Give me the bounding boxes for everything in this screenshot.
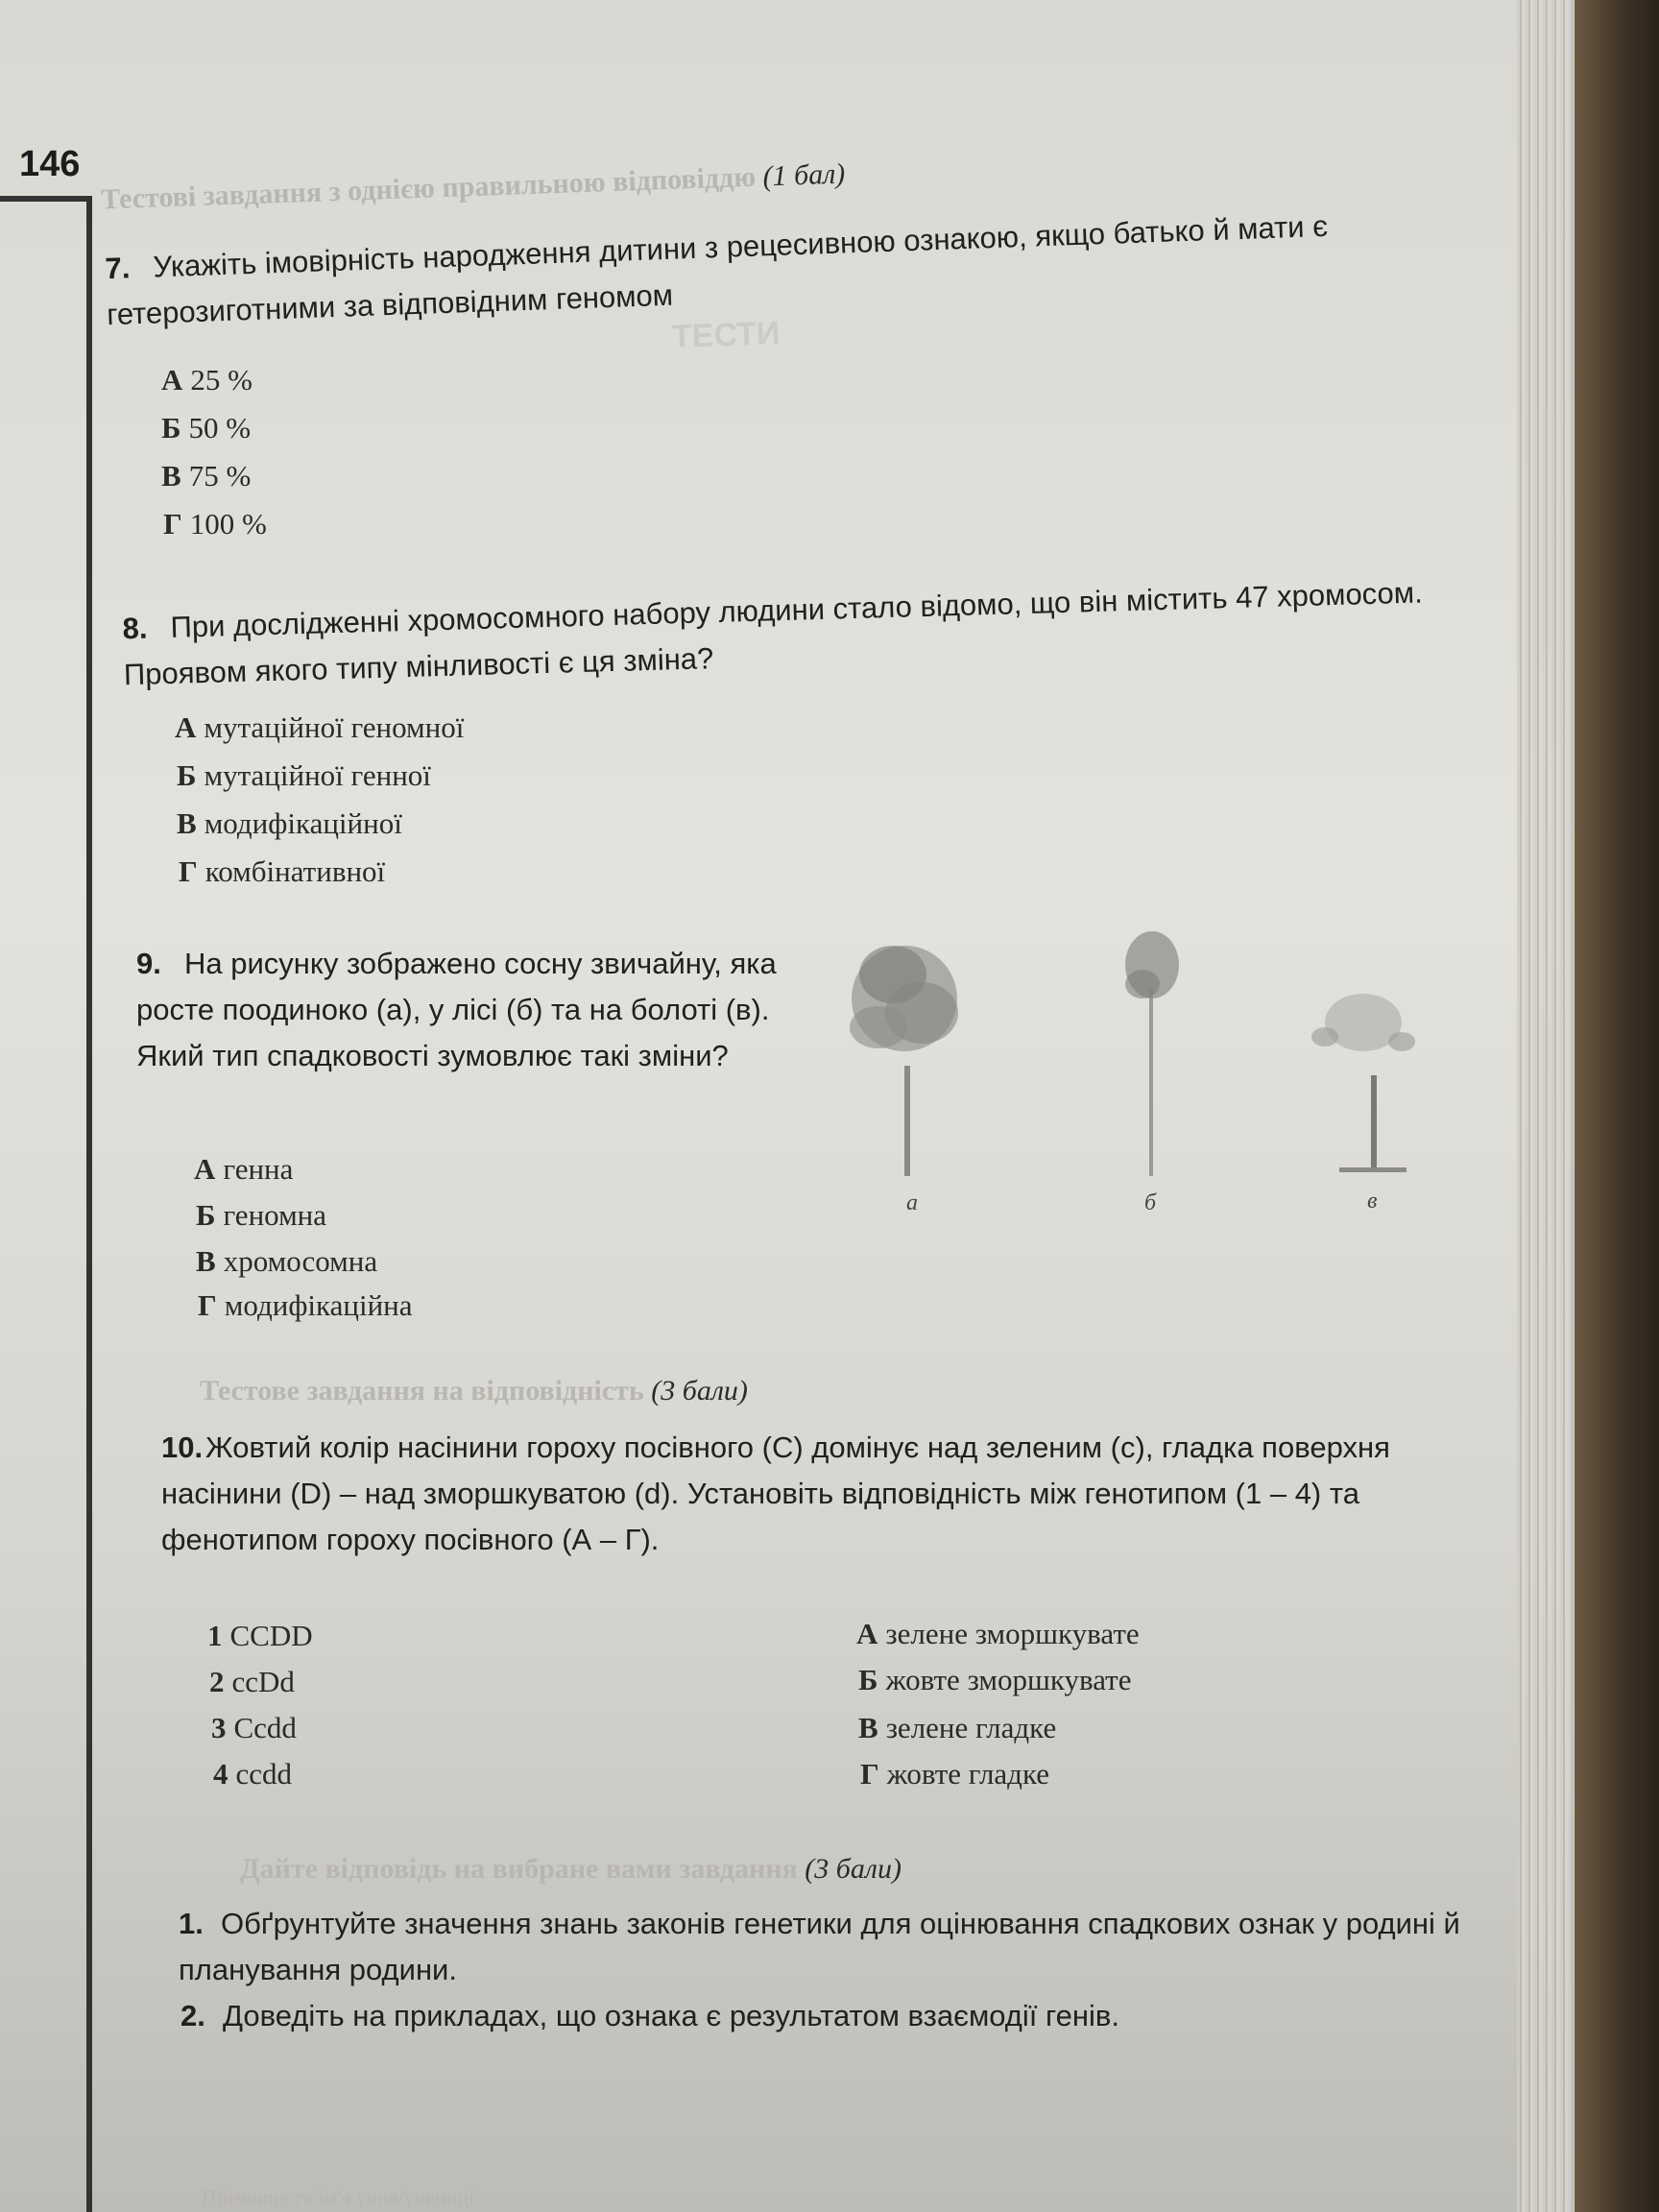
open-task-2	[180, 1993, 1467, 2039]
section-points: (3 бали)	[651, 1375, 748, 1407]
q10-genotype-4	[213, 1757, 292, 1791]
question-number: 7.	[104, 251, 132, 286]
question-text: Укажіть імовірність народження дитини з рецесивною ознакою, якщо батько й мати є гетерозиготними за відповідним геномом	[106, 208, 1329, 332]
q9-option-d[interactable]	[198, 1288, 413, 1323]
margin-rule	[0, 196, 92, 2212]
question-10	[161, 1425, 1467, 1563]
page-stack-edge	[1517, 0, 1575, 2212]
option-text: комбінативної	[204, 854, 386, 888]
section-title-faded: Тестові завдання з однією правильною відповіддю	[100, 160, 757, 216]
genotype-number: 1	[207, 1619, 223, 1652]
question-number: 10.	[161, 1431, 204, 1464]
caption-a: а	[906, 1190, 918, 1215]
question-text: На рисунку зображено сосну звичайну, яка росте поодиноко (а), у лісі (б) та на болоті (в). Який тип спадковості зумовлює такі зміни?	[136, 947, 777, 1072]
option-letter: В	[858, 1711, 878, 1744]
question-text: Жовтий колір насінини гороху посівного (С) домінує над зеленим (с), гладка поверхня насінини (D) – над зморшкуватою (d). Установіть відповідність між генотипом (1 – 4) та фенотипом гороху посівного (А – Г).	[161, 1431, 1390, 1556]
option-text: модифікаційна	[224, 1288, 413, 1322]
section-title-faded: Дайте відповідь на вибране вами завдання	[240, 1853, 798, 1885]
option-letter: Г	[163, 507, 182, 541]
page-number: 146	[19, 144, 81, 184]
q8-option-b[interactable]	[177, 758, 431, 793]
option-letter: Г	[179, 854, 198, 888]
pine-tree-forest	[1125, 931, 1179, 1176]
faded-heading: ТЕСТИ	[671, 315, 781, 355]
option-text: жовте гладке	[886, 1757, 1049, 1791]
q7-option-b[interactable]	[161, 411, 251, 445]
option-letter: Б	[858, 1663, 878, 1696]
option-letter: Г	[198, 1288, 217, 1322]
q9-option-c[interactable]	[196, 1244, 377, 1279]
q8-option-c[interactable]	[177, 806, 402, 841]
q8-option-d[interactable]	[179, 854, 385, 889]
option-letter: В	[161, 459, 181, 493]
question-number: 8.	[122, 611, 148, 646]
q7-option-a[interactable]	[161, 363, 252, 397]
footer-faded-text: Прізвище та ім'я учня/учениці	[202, 2185, 475, 2209]
q10-phenotype-c[interactable]	[858, 1711, 1056, 1745]
genotype-text: ccdd	[235, 1757, 293, 1791]
q10-genotype-2	[209, 1665, 295, 1699]
q10-genotype-3	[211, 1711, 297, 1745]
q10-phenotype-b[interactable]	[858, 1663, 1131, 1697]
option-text: 75 %	[188, 459, 252, 493]
option-text: мутаційної геномної	[204, 710, 465, 744]
pine-tree-solitary	[850, 946, 958, 1176]
option-text: зелене гладке	[885, 1711, 1057, 1744]
task-text: Доведіть на прикладах, що ознака є результатом взаємодії генів.	[223, 1999, 1119, 2032]
option-letter: В	[196, 1244, 216, 1278]
option-letter: А	[175, 710, 197, 744]
genotype-text: Ccdd	[233, 1711, 297, 1744]
section-title-faded: Тестове завдання на відповідність	[200, 1375, 644, 1407]
option-letter: Б	[196, 1198, 216, 1232]
genotype-number: 4	[213, 1757, 228, 1791]
option-letter: А	[194, 1152, 216, 1186]
option-text: мутаційної генної	[204, 758, 431, 792]
genotype-number: 3	[211, 1711, 227, 1744]
option-text: геномна	[223, 1198, 327, 1232]
section-header-3	[240, 1853, 902, 1886]
option-text: генна	[223, 1152, 294, 1186]
section-header-1	[101, 157, 846, 216]
caption-b: б	[1144, 1190, 1157, 1215]
desk-background	[1575, 0, 1659, 2212]
section-header-2	[200, 1375, 748, 1407]
task-number: 2.	[180, 1999, 205, 2032]
q8-option-a[interactable]	[175, 710, 464, 745]
option-letter: Г	[860, 1757, 879, 1791]
option-text: 25 %	[190, 363, 252, 397]
option-letter: В	[177, 806, 197, 840]
task-text: Обґрунтуйте значення знань законів генетики для оцінювання спадкових ознак у родині й планування родини.	[179, 1907, 1460, 1986]
q10-phenotype-d[interactable]	[860, 1757, 1049, 1791]
option-text: жовте зморшкувате	[885, 1663, 1132, 1696]
genotype-text: CCDD	[229, 1619, 313, 1652]
option-text: 50 %	[188, 411, 252, 445]
genotype-text: ccDd	[231, 1665, 295, 1698]
q9-option-b[interactable]	[196, 1198, 326, 1233]
option-letter: Б	[177, 758, 197, 792]
question-8	[122, 569, 1449, 698]
option-text: 100 %	[189, 507, 267, 541]
option-letter: Б	[161, 411, 181, 445]
question-number: 9.	[136, 947, 161, 980]
task-number: 1.	[179, 1907, 204, 1940]
q10-phenotype-a[interactable]	[856, 1617, 1140, 1651]
genotype-number: 2	[209, 1665, 225, 1698]
q9-option-a[interactable]	[194, 1152, 293, 1187]
pine-tree-swamp-drawing	[1296, 979, 1421, 1181]
question-text: При дослідженні хромосомного набору людини стало відомо, що він містить 47 хромосом. Проявом якого типу мінливості є ця зміна?	[123, 575, 1424, 692]
q10-genotype-1	[207, 1619, 313, 1653]
section-points: (1 бал)	[762, 157, 846, 193]
option-text: модифікаційної	[204, 806, 402, 840]
pine-trees-illustration	[835, 922, 1373, 1190]
caption-c: в	[1367, 1189, 1378, 1214]
option-letter: А	[161, 363, 183, 397]
option-letter: А	[856, 1617, 878, 1650]
option-text: зелене зморшкувате	[885, 1617, 1140, 1650]
open-task-1	[179, 1901, 1465, 1993]
q7-option-c[interactable]	[161, 459, 251, 493]
section-points: (3 бали)	[805, 1853, 902, 1885]
q7-option-d[interactable]	[163, 507, 267, 541]
question-9	[136, 941, 808, 1079]
option-text: хромосомна	[223, 1244, 378, 1278]
